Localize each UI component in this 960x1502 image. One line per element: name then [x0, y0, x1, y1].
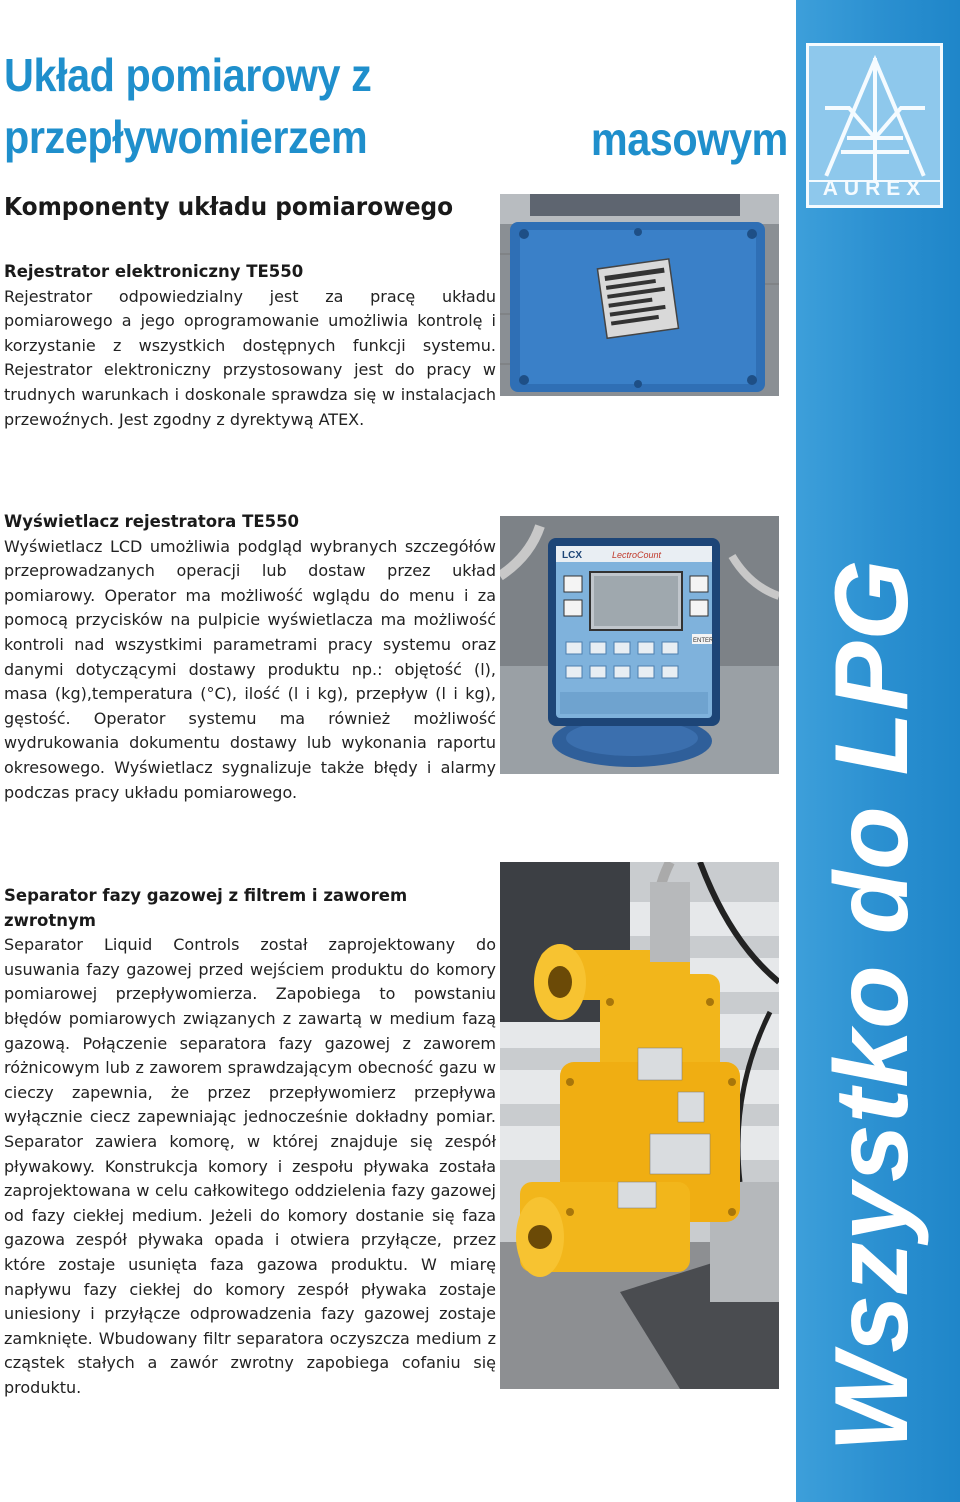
section-heading: Rejestrator elektroniczny TE550: [4, 262, 304, 281]
recorder-photo-icon: [500, 194, 779, 396]
section-display: [4, 510, 496, 805]
display-photo-icon: [500, 516, 779, 774]
page-title-line1: Układ pomiarowy z przepływomierzem: [4, 49, 372, 163]
section-recorder: [4, 260, 496, 432]
aurex-logo-icon: [806, 43, 943, 208]
section-body: Rejestrator odpowiedzialny jest za pracę układu pomiarowego a jego oprogramowanie umożliwia kontrolę i korzystanie z wszystkich dostępnych funkcji systemu. Rejestrator elektroniczny przystosowany jest do pracy w trudnych warunkach i doskonale sprawdza się w instalacjach przewoźnych. Jest zgodny z dyrektywą ATEX.: [4, 286, 496, 429]
section-heading: Wyświetlacz rejestratora TE550: [4, 512, 300, 531]
section-separator: [4, 884, 496, 1400]
page-subtitle: Komponenty układu pomiarowego: [4, 192, 454, 221]
section-body: Separator Liquid Controls został zaprojektowany do usuwania fazy gazowej przed wejściem produktu do komory pomiarowej przepływomierza. Zapobiega to powstaniu błędów pomiarowych związanych z zawartą w medium fazą gazową. Połączenie separatora fazy gazowej z zaworem różnicowym lub z zaworem sprawdzającym obecność gazu w cieczy zapewnia, że przez przepływomierz przepływa wyłącznie ciecz zapewniając jednocześnie dokładny pomiar. Separator zawiera komorę, w której znajduje się zespół pływakowy. Konstrukcja komory i zespołu pływaka została zaprojektowana w celu całkowitego oddzielenia fazy gazowej od fazy ciekłej medium. Jeżeli do komory dostanie się faza gazowa zespół pływaka opada i otwiera przyłącze, przez które zostaje usunięta faza gazowa produktu. W miarę napływu fazy ciekłej do komory zespół pływaka zostaje uniesiony i przyłącze odprowadzenia fazy gazowej zostaje zamknięte. Wbudowany filtr separatora oczyszcza medium z cząstek stałych a zawór zwrotny zapobiega cofaniu się produktu.: [4, 935, 496, 1397]
logo-text: AUREX: [822, 177, 927, 200]
separator-photo-icon: [500, 862, 779, 1389]
section-body: Wyświetlacz LCD umożliwia podgląd wybranych szczegółów przeprowadzanych operacji lub dostaw przez układ pomiarowy. Operator ma możliwość wglądu do menu i za pomocą przycisków na pulpicie wyświetlacza ma możliwość kontroli nad wszystkimi parametrami pracy systemu oraz danymi dotyczącymi dostawy produktu np.: objętość (l), masa (kg),temperatura (°C), ilość (l i kg), przepływ (l i kg), gęstość. Operator systemu ma również możliwość wydrukowania dokumentu dostawy lub wykonania raportu okresowego. Wyświetlacz sygnalizuje także błędy i alarmy podczas pracy układu pomiarowego.: [4, 536, 496, 802]
page-title-line2: masowym: [590, 113, 788, 165]
vertical-slogan: Wszystko do LPG: [814, 558, 930, 1452]
display-model: LectroCount: [612, 550, 662, 560]
display-brand: LCX: [562, 550, 582, 561]
section-heading: Separator fazy gazowej z filtrem i zaworem zwrotnym: [4, 886, 408, 930]
display-enter-label: ENTER: [693, 638, 714, 644]
